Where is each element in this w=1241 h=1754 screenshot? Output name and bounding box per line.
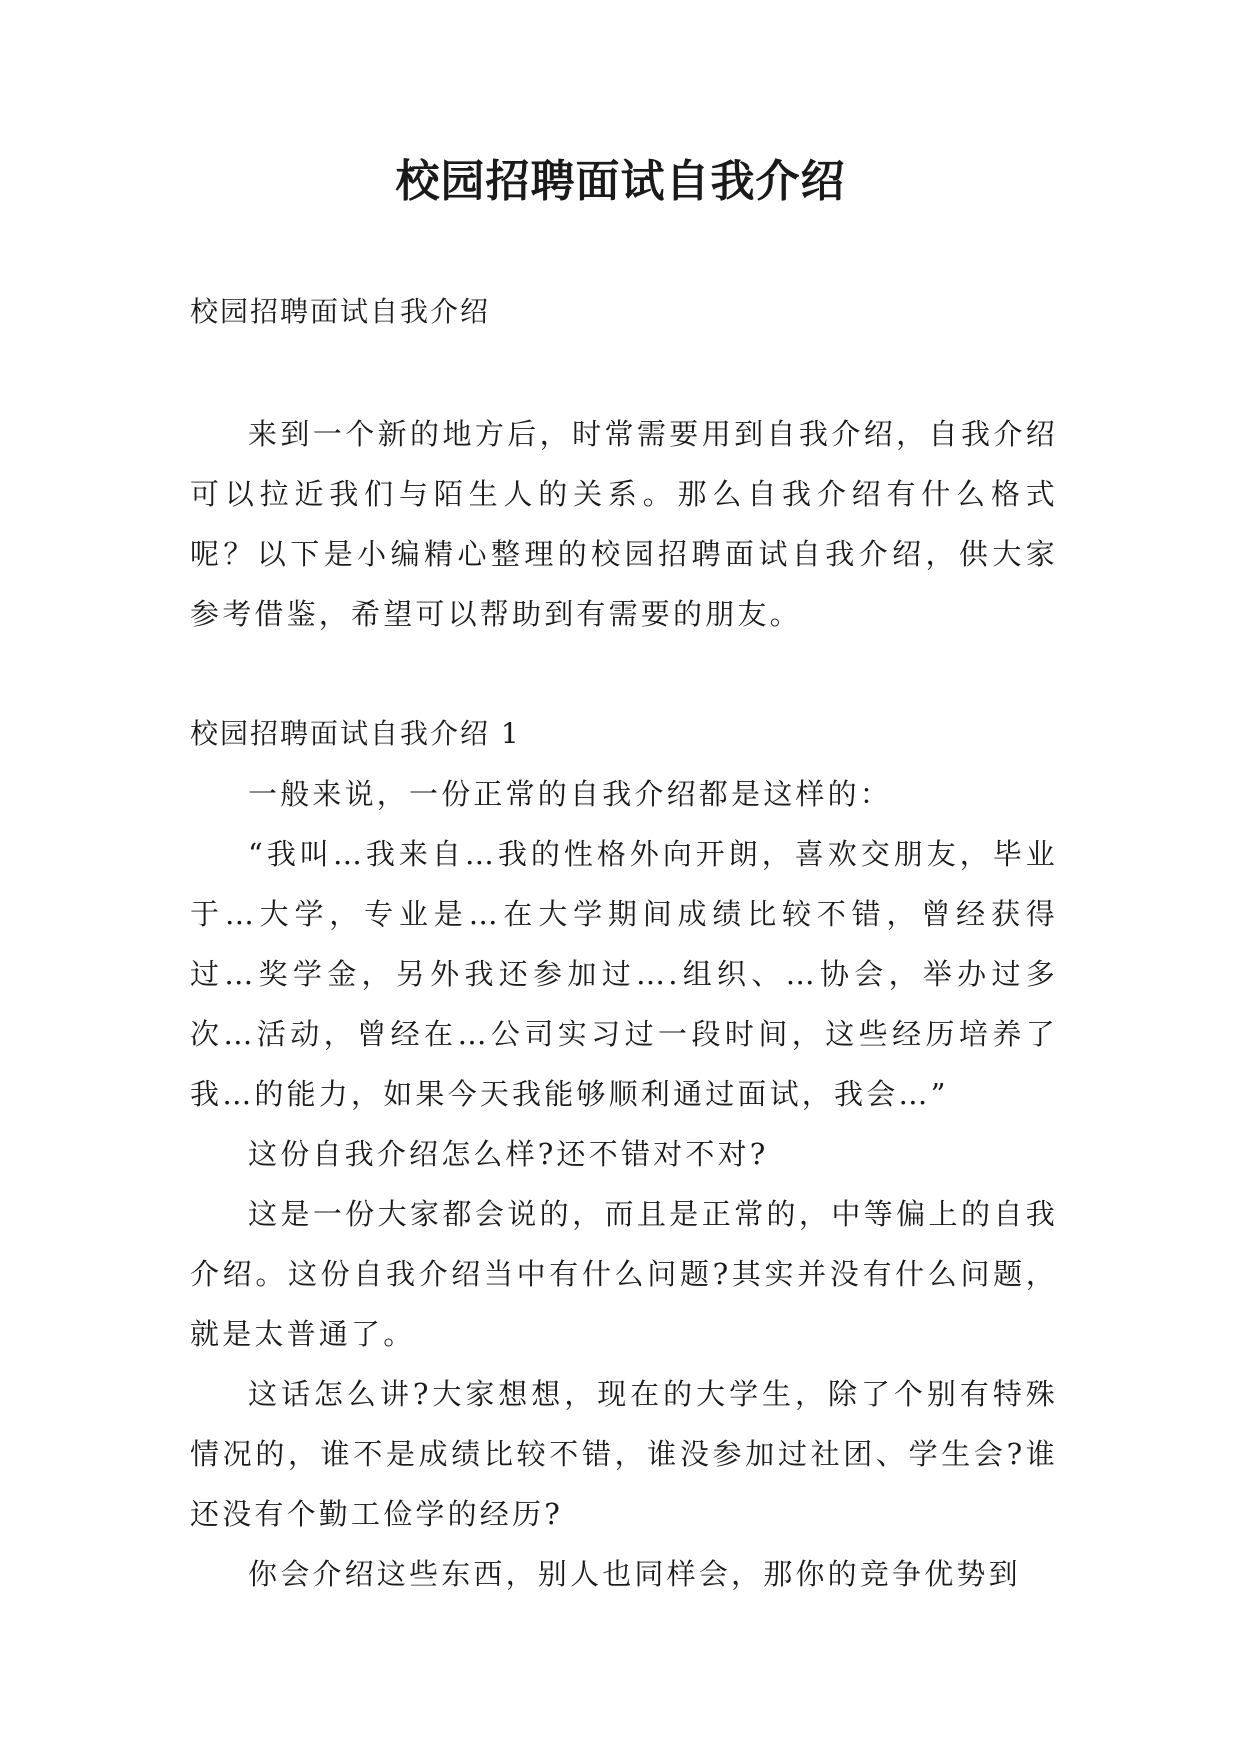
document-subtitle: 校园招聘面试自我介绍 [190,295,491,328]
intro-paragraph: 来到一个新的地方后，时常需要用到自我介绍，自我介绍可以拉近我们与陌生人的关系。那么自我介绍有什么格式呢？以下是小编精心整理的校园招聘面试自我介绍，供大家参考借鉴，希望可以帮助到有需要的朋友。 [190,417,1058,631]
body-paragraph: 这话怎么讲?大家想想，现在的大学生，除了个别有特殊情况的，谁不是成绩比较不错，谁没参加过社团、学生会?谁还没有个勤工俭学的经历? [190,1377,1058,1531]
document-title: 校园招聘面试自我介绍 [395,156,846,207]
document-body [190,292,1058,1604]
section-heading: 校园招聘面试自我介绍 1 [190,717,521,750]
body-paragraph: 这份自我介绍怎么样?还不错对不对? [248,1137,769,1171]
body-paragraph: 这是一份大家都会说的，而且是正常的，中等偏上的自我介绍。这份自我介绍当中有什么问题?其实并没有什么问题，就是太普通了。 [190,1197,1058,1351]
body-paragraph: 你会介绍这些东西，别人也同样会，那你的竞争优势到 [248,1557,1021,1591]
body-paragraph: 一般来说，一份正常的自我介绍都是这样的： [248,777,893,811]
body-paragraph: “我叫…我来自…我的性格外向开朗，喜欢交朋友，毕业于…大学，专业是…在大学期间成绩比较不错，曾经获得过…奖学金，另外我还参加过….组织、…协会，举办过多次…活动，曾经在…公司实习过一段时间，这些经历培养了我…的能力，如果今天我能够顺利通过面试，我会…” [190,837,1058,1111]
